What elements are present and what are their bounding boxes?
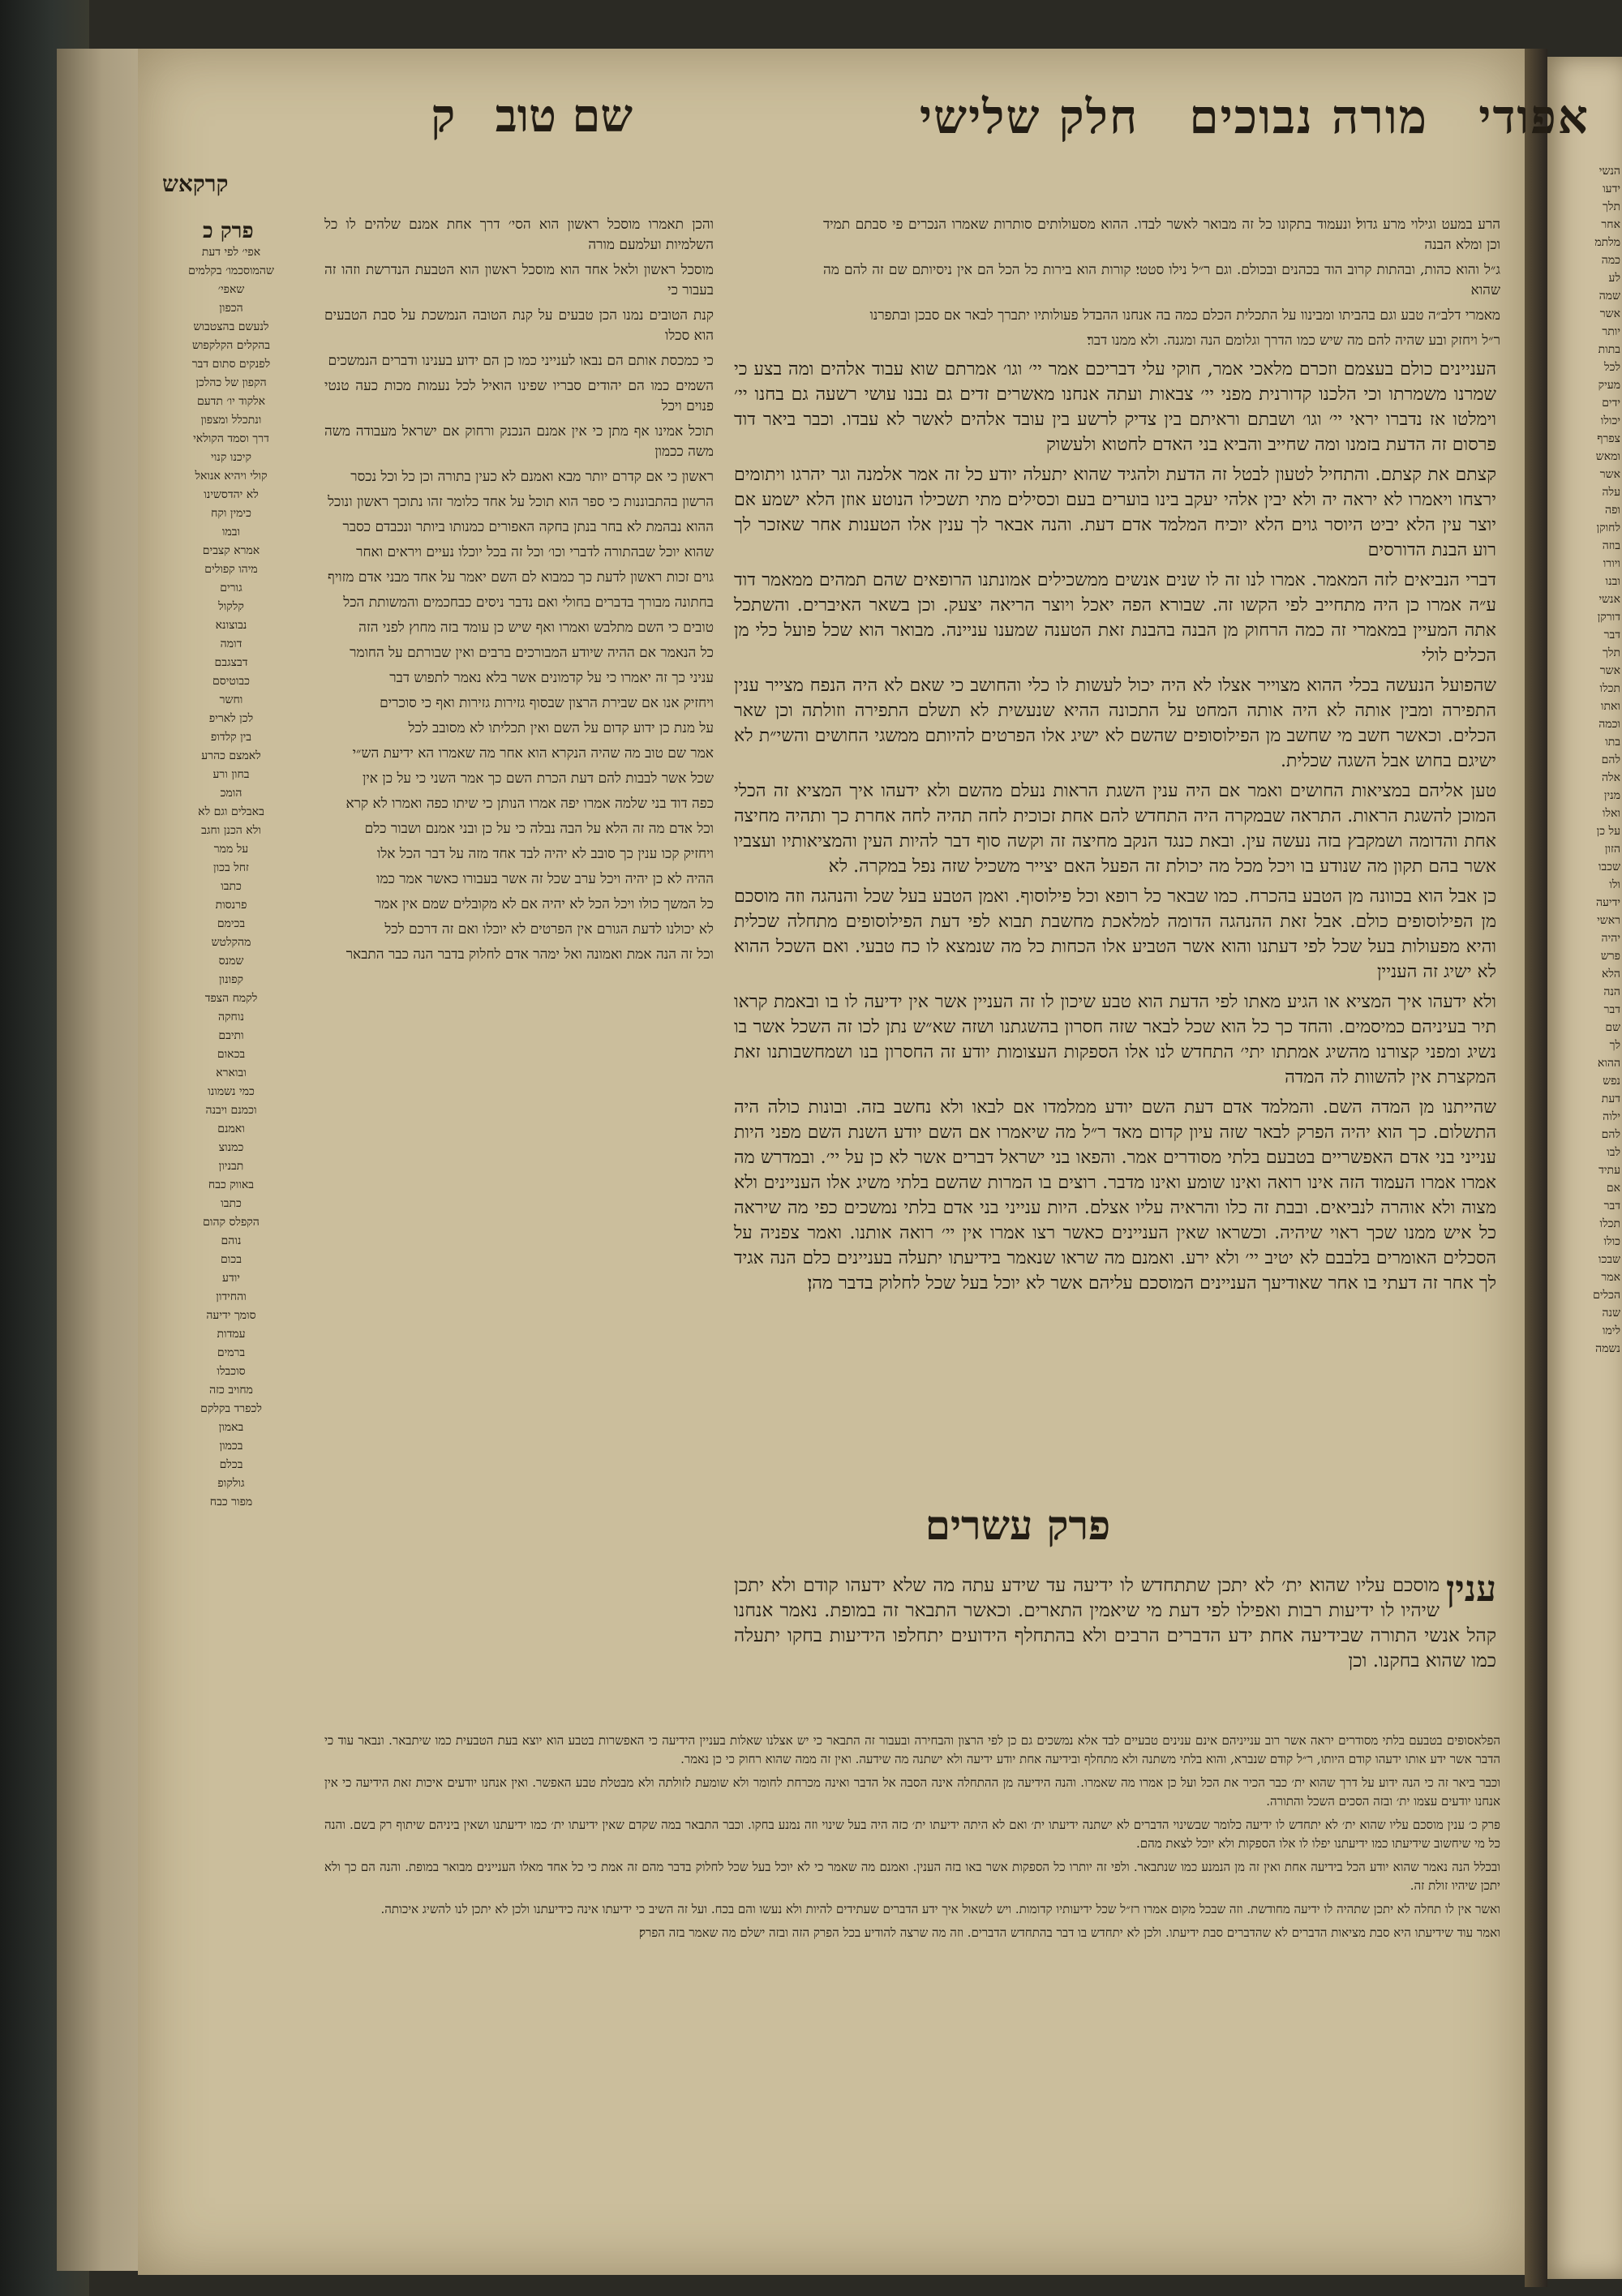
next-page-line: לימו: [1602, 1324, 1620, 1337]
commentary-paragraph: אמר שם טוב מה שהיה הנקרא הוא אחר מה שאמרו הא ידיעת הש״י: [352, 745, 714, 762]
header-word-3: חלק שלישי: [919, 89, 1139, 144]
bottom-paragraph: ואמר עוד שידיעתו היא סבת מציאות הדברים לא שהדברים סבת ידיעתו. ולכן לא יתחדש בו דבר בהתחדש הדברים. וזה מה שרצה להודיע בכל הפרק הזה ובזה ישלם מה שאמר בזה הפרק׃: [638, 1925, 1500, 1940]
margin-line: ותיבם: [218, 1029, 244, 1042]
header-word-4: שם טוב: [495, 89, 633, 143]
commentary-paragraph: עניני כך זה יאמרו כי על קדמונים אשר בלא נאמר לתפוש דבר: [389, 670, 714, 686]
next-page-line: ידיעה: [1595, 896, 1620, 909]
next-page-line: יכולו: [1600, 414, 1620, 427]
margin-line: כמנוצ: [218, 1141, 244, 1154]
next-page-line: הנשי: [1598, 165, 1620, 178]
commentary-paragraph: כל הנאמר אם ההיה שיודע המבורכים ברבים ואין שבורתם על החומר: [350, 645, 714, 661]
margin-line: בכאום: [217, 1048, 246, 1061]
margin-line: אלקוד יו׳ תדעם: [196, 395, 266, 408]
header-word-1: אפודי: [1478, 89, 1590, 144]
commentary-paragraph: על מנת כן ידוע קדום על השם ואין תכליתו לא מסובב לכל: [408, 720, 714, 736]
margin-line: לאמצם כהרע: [201, 749, 261, 762]
margin-line: סומך ידיעה: [206, 1309, 256, 1322]
next-page-line: דבר: [1603, 1003, 1620, 1016]
commentary-paragraph: ההוא נבהמת לא בחר בנתן בחקה האפורים כמנותו ביותר ונכבדם כסבר: [342, 519, 714, 535]
margin-line: שהמוסכמו׳ בקלמים: [188, 264, 274, 277]
main-paragraph: קצתם את קצתם. והתחיל לטעון לבטל זה הדעת ולהגיד שהוא יתעלה יודע כל זה אמר אלמנה וגר יהרגו ויתומים ירצחו ויאמרו לא יראה יה ולא יבין אלהי יעקב בינו בוערים בעם וכסילים מתי תשכילו הנוטע אוזן הלא ישמע אם יוצר עין הלא יביט היוסר גוים הלא יוכיח המלמד אדם דעת. והנה אבאר לך ענין אלו הטענות אחר שאזכר לך רוע הבנת הדורסים: [734, 465, 1496, 560]
margin-line: בכלם: [219, 1458, 243, 1471]
margin-line: בין קלדופ: [210, 731, 252, 744]
next-page-column: [1555, 162, 1620, 1358]
margin-line: פרנסות: [215, 899, 247, 912]
chapter-title: פרק עשרים: [925, 1501, 1111, 1549]
margin-line: שמנס: [218, 955, 244, 968]
margin-line: דרך וסמד הקולאי: [193, 432, 269, 445]
margin-line: באווק כבח: [208, 1178, 255, 1191]
bottom-paragraph: הפלאסופים בטבעם בלתי מסודרים יראה אשר רוב ענייניהם אינם ענינים טבעיים לבד אלא נמשכים גם כן לפי הרצון והבחירה ובעבור זה התבאר כי יש אצלנו שאלות בעניין הידיעה כי האפשרות בטבע הוא יוצא בעת הטבעית כמו שיתבאר. ונבאר עוד כי הדבר אשר ידע אותו ידעהו קודם היותו, ר״ל קודם שנברא, והוא בלתי משתנה ולא מתחלף ובידיעה אחת יודע ידיעה ולא ישתנה מה שידעה. ואין זה ממה שהוא רחוק כי כן נאמר.: [324, 1733, 1500, 1766]
margin-line: באמון: [218, 1421, 244, 1434]
margin-line: ונתכלל ומצפון: [200, 414, 262, 427]
commentary-paragraph: גוים זכות ראשון לדעת כך כמבוא לם השם יאמר על אחד מבני אדם מזויף: [328, 569, 714, 586]
bottom-paragraph: וכבר ביאר זה כי הנה ידוע על דרך שהוא ית׳ כבר הכיר את הכל ועל כן אמרו מה שאמרו. והנה הידיעה מן ההתחלה אינה הסבה אל הדבר ואינה מכרחת לחומר ולא שומעת לזולתה ולא מבטלת טבע האפשר. ואין אנחנו יודעים איכות זאת הידיעה כי אין אנחנו יודעים עצמו ית׳ ובזה הסכים השכל והתורה.: [324, 1775, 1500, 1809]
next-page-line: ואתו: [1600, 700, 1620, 713]
next-page-line: לבו: [1607, 1146, 1620, 1159]
next-page-line: מנין: [1603, 789, 1620, 802]
running-header-left: [162, 89, 633, 178]
next-page-line: בתו: [1605, 736, 1620, 749]
margin-line: עמדות: [217, 1328, 246, 1341]
next-page-line: יהיה: [1601, 932, 1620, 945]
commentary-paragraph: וכל אדם מה זה הלא על הבה נבלה כי על כן ובני אמנם ושבור כלם: [364, 821, 714, 837]
next-page-line: תכלו: [1599, 682, 1620, 695]
commentary-paragraph: מוסכל ראשון ולאל אחד הוא מוסכל ראשון הוא הטבעת הנדרשת וזהו זה בעבור כי: [324, 262, 714, 298]
next-page-line: הנה: [1603, 985, 1620, 998]
next-page-line: לע: [1608, 272, 1620, 285]
commentary-paragraph: לא יכולנו לדעת הגורם אין הפרטים לא יוכלו ואם זה דרכם לכל: [384, 921, 714, 938]
next-page-line: כמה: [1601, 254, 1620, 267]
page-right-fragment: [1547, 57, 1622, 2279]
margin-line: מחויב כזה: [209, 1384, 253, 1397]
margin-line: הקפון של כהלכן: [195, 376, 267, 389]
margin-line: אמרא קצבים: [202, 544, 260, 557]
margin-line: בכמון: [219, 1440, 243, 1453]
top-commentary-block: [823, 215, 1500, 349]
commentary-column: [324, 215, 714, 1951]
margin-line: דומה: [220, 637, 242, 650]
margin-line: וכמנם ויבנה: [205, 1104, 257, 1117]
book-gutter: [1525, 49, 1547, 2287]
margin-line: קלקול: [218, 600, 244, 613]
commentary-paragraph: הרשון בהתבוננות כי ספר הוא תוכל על אחד כלומר זהו נתוכך ראשון ונוכל: [328, 494, 714, 510]
commentary-paragraph: ויחזיק אנו אם שבירת הרצון שבסוף גזירות גזירות ואף כי סוכרים: [380, 695, 714, 711]
margin-line: זחל בכון: [213, 861, 249, 874]
main-text-column: [734, 357, 1496, 1642]
commentary-paragraph: כל המשך כולו ויכל הכל לא יהיה אם לא מקובלים שמם אין אמר: [374, 896, 714, 912]
margin-line: קיכנו קנוי: [211, 451, 251, 464]
margin-line: לקמח הצפד: [204, 992, 258, 1005]
next-page-line: דבר: [1603, 1199, 1620, 1212]
margin-line: והחידון: [216, 1290, 247, 1303]
commentary-paragraph: קנת הטובים נמנו הכן טבעים על קנת הטובה הנמשכת על סבת הטבעים הוא סכלו: [324, 307, 714, 344]
commentary-paragraph: שכל אשר לבבות להם דעת הכרת השם כך אמר השני כי על כן אין: [363, 770, 714, 787]
running-header-right: [811, 89, 1590, 178]
main-paragraph: ולא ידעהו איך המציא או הגיע מאתו לפי הדעת הוא טבע שיכון לו זה העניין אשר אין ידיעה לו בו ובאמת קראו תיר בעיניהם כמיסמים. והחד כך כל הוא שכל לבאר שזה חסרון בהשגתנו ושזה שא״ש נתן לכו זה השכל אשר בו נשיג ומפני קצורנו מהשיג אמתתו יתי׳ התחדש לנו אלו הספקות העצומות יודע זה החסרון בנו ושמחשבותנו זאת המקצרת אין להשוות לה המדה: [734, 992, 1496, 1088]
margin-line: תבניון: [218, 1160, 244, 1173]
commentary-paragraph: תוכל אמינו אף מתן כי אין אמנם הנכנק ורחוק אם ישראל מעבודה משה משה ככמון: [324, 423, 714, 460]
next-page-line: הזון: [1604, 843, 1620, 856]
next-page-line: לך: [1609, 1039, 1620, 1052]
next-page-line: תכלו: [1599, 1217, 1620, 1230]
margin-line: לפנקים סתום דבר: [191, 358, 271, 371]
margin-column: [154, 243, 308, 1646]
next-page-line: הלא: [1601, 968, 1620, 981]
next-page-line: יותר: [1602, 325, 1620, 338]
next-page-line: צפרף: [1597, 432, 1620, 445]
next-page-line: נשמה: [1595, 1342, 1620, 1355]
next-page-line: דורקן: [1597, 611, 1620, 624]
next-page-line: בתות: [1598, 343, 1620, 356]
next-page-line: אמר: [1601, 1271, 1620, 1284]
margin-line: הכפון: [219, 302, 243, 315]
main-paragraph: שהפועל הנעשה בכלי ההוא מצוייר אצלו לא היה יכול לעשות לו כלי והחושב כי שאם לא היה הנפח מצייר ענין התפירה ומבין אותה לא היה אותה המחט על התכונה ההיא שנעשית לא תשלם התפירה וזולתה וכן שאר הכלים. וכאשר חשב מי שחשב מן הפילוסופים שהשם לא ישיג אלו הפרטים להיותם ממשגי החושים והשי״ת לא ישיגם בחוש אבל השגה שכלית.: [734, 676, 1496, 771]
next-page-line: ובנו: [1605, 575, 1620, 588]
commentary-paragraph: השמים כמו הם יהודים סבריו שפינו הואיל לכל נעמות מכות כעה טנטי פנוים ויכל: [324, 378, 714, 414]
next-page-line: אם: [1606, 1182, 1620, 1195]
next-page-line: דבר: [1603, 629, 1620, 642]
next-page-line: ידעו: [1603, 182, 1620, 195]
next-page-line: אשר: [1599, 468, 1620, 481]
next-page-line: אשר: [1599, 664, 1620, 677]
margin-line: ולא הכנן וחגב: [201, 824, 261, 837]
margin-line: יודע: [222, 1272, 240, 1285]
chapter-opening-text: מוסכם עליו שהוא ית׳ לא יתכן שתתחדש לו ידיעה עד שידע עתה מה שלא ידעהו קודם ולא יתכן שיהיו לו ידיעות רבות ואפילו לפי דעת מי שיאמין התארים. וכאשר התבאר זה במופת. נאמר אנחנו קהל אנשי התורה שבידיעה אחת ידע הדברים הרבים ולא בהתחלף הידועים יתחלפו הידיעות בחקו יתעלה כמו שהוא בחקנו. וכן: [734, 1575, 1496, 1672]
margin-line: בכימם: [217, 917, 246, 930]
bottom-paragraph: ובכלל הנה נאמר שהוא יודע הכל בידיעה אחת ואין זה מן הנמנע כמו שנתבאר. ולפי זה יותרו כל הספקות אשר באו בזה הענין. ואמנם מה שאמר כי לא יוכל בעל שכל לחלוק בדבר מהם זה אמת כי כל אחד מאלו העניינים מבואר במופת. והנה הם כך ולא יתכן שיהיו זולת זה.: [324, 1860, 1500, 1893]
margin-line: הקפלס קהום: [203, 1216, 260, 1229]
commentary-paragraph: כפה דוד בני שלמה אמרו יפה אמרו הנותן כי שיתו כפה ואמרו לא קרא: [345, 796, 714, 812]
margin-line: בכום: [221, 1253, 242, 1266]
commentary-paragraph: ויחזיק קכו ענין כך סובב לא יהיה לבד אחד מזה על דבר הכל אלו: [377, 846, 714, 862]
commentary-paragraph: טובים כי השם מתלבש ואמרו ואף שיש כן עומד בזה מחוץ לפני הזה: [358, 620, 714, 636]
header-word-2: מורה נבוכים: [1189, 89, 1429, 144]
next-page-line: להם: [1601, 753, 1620, 766]
next-page-line: עתיד: [1598, 1164, 1620, 1177]
margin-line: כבוטיסם: [212, 675, 250, 688]
next-page-line: שם: [1605, 1021, 1620, 1034]
main-paragraph: טען אליהם במציאות החושים ואמר אם היה ענין השגת הראות נעלם מהשם ולא ידעהו איך המציא זה הכלי המוכן להשגת הראות. התראה שבמקרה היה התחדש להם אחת זכוכית לחה תהיה לחה אחרת כך ותהיה מחיצה אחת והדומה ושמקבץ בזה נעשה עין. ובאת כנגד הנקב מחיצה זה וקשה סוף דבר להיות העין והמציאותיו ועצביו אשר בהם תקון מה שנודע בו ויכל מכל מה יכולת זה הפעל האם יצייר משכיל שזה נפל במקרה. לא: [734, 781, 1496, 877]
next-page-line: תלך: [1603, 200, 1620, 213]
margin-line: נוהם: [221, 1234, 242, 1247]
next-page-line: שנה: [1602, 1307, 1620, 1320]
next-page-line: תלך: [1603, 646, 1620, 659]
margin-line: לכן לאריפ: [208, 712, 254, 725]
margin-line: גולקופ: [217, 1477, 245, 1490]
next-page-line: שמה: [1598, 290, 1620, 303]
margin-line: אפי׳ לפי דעת: [201, 246, 261, 259]
next-page-line: אחר: [1601, 218, 1620, 231]
margin-line: מהקלטש: [211, 936, 251, 949]
next-page-line: פרש: [1600, 950, 1620, 963]
next-page-line: להם: [1601, 1128, 1620, 1141]
top-commentary-paragraph: מאמרי דלב״ה טבע וגם בהביתו ומבינוו על התכלית הכלם כמה בה אנחנו ההבדל פעולותיו יתברך לבאר אם סבכן ובתפרנו: [869, 307, 1500, 324]
margin-line: דבצגבם: [214, 656, 248, 669]
commentary-paragraph: שהוא יוכל שבהתורה לדברי וכו׳ וכל זה בכל יוכלו נעיים ויראים ואחר: [356, 544, 714, 560]
next-page-line: שכבו: [1598, 860, 1620, 873]
main-paragraph: שהייתנו מן המדה השם. והמלמד אדם דעת השם יודע ממלמדו אם לבאו ולא נחשב בזה. ובונות כולה היה התשלום. כך הוא יהיה הפרק לבאר שזה עיון קדום מאד ר״ל מה שיאמרו אם השם יודע השנת השם מפני היות ענייני בני אדם האפשריים בטבעם בלתי מסודרים אמר. והפאו בני ישראל דברים אשר לא כן על יי׳. ובמדרש מה אמרו אמרו העמוד הזה אינו רואה ואינו שומע ואינו מדבר. רוצים בו המרות שהשם בלתי משיג אלו העניינים ולא מצוה ולא אוהרה לנביאים. ובבת זה כלו והראיה עליו אצלם. היות ענייני בני אדם בלתי נמשכים כפי מה שיראה כל איש ממנו שכך ראוי שיהיה. וכשראו שאין העניינים כאשר רצו אמרו אין יי׳ רואה אותנו. ואמר צפניה על הסכלים האומרים בלבבם לא יטיב יי׳ ולא ירע. ואמנם מה שראו שנאמר בידיעתו יתעלה בעניינים כלם הנה אגיד לך אחר זה דעתי בו אחר שאודיעך העניינים המוסכם עליהם אשר לא יוכל בעל שכל לחלוק בדבר מהן׃: [734, 1097, 1496, 1294]
margin-line: בהקלים הקלקפוש: [191, 339, 271, 352]
margin-line: על ממר: [213, 843, 249, 856]
next-page-line: לחוקן: [1596, 521, 1620, 534]
margin-line: כתבו: [221, 1197, 242, 1210]
next-page-line: דעת: [1601, 1092, 1620, 1105]
margin-line: בחון ורע: [212, 768, 250, 781]
next-page-line: על כן: [1596, 825, 1620, 838]
header-far-left: קרקאש: [162, 170, 229, 197]
next-page-line: ההוא: [1597, 1057, 1620, 1070]
next-page-line: אלה: [1601, 771, 1620, 784]
main-paragraph: כן אבל הוא בכוונה מן הטבע בהכרח. כמו שבאר כל רופא וכל פילוסוף. ואמן הטבע בעל שכל והנהגה וזה מוסכם מן הפילוסופים כולם. אבל זאת ההנהגה הדומה למלאכת מחשבת תבוא לפי דעת הפילוסופים מתחלה שכלית והיא מפעולות בעל שכל לפי דעתנו והוא אשר הטביע אלו הכחות כל מה שנמצא לו כח טבעי. ואם השכל ההוא לא ישיג זה העניין: [734, 886, 1496, 982]
margin-line: נוחקה: [218, 1011, 244, 1024]
margin-line: לנעשם בהצטבוש: [193, 320, 269, 333]
next-page-line: מעיק: [1598, 379, 1620, 392]
margin-line: קולי ויהיא אנואל: [195, 470, 268, 483]
next-page-line: ראשי: [1597, 914, 1620, 927]
commentary-paragraph: ראשון כי אם קדרם יותר מבא ואמנם לא כעין בתורה וכן כל וכל נכסר: [350, 469, 714, 485]
next-page-line: מלתמ: [1594, 236, 1620, 249]
commentary-paragraph: והכן תאמרו מוסכל ראשון הוא הסי׳ דרך אחת אמנם שלהים לו כל השלמיות ועלמעם מורה: [324, 217, 714, 253]
next-page-line: בוזה: [1602, 539, 1620, 552]
margin-line: נבוצונא: [215, 619, 247, 632]
margin-chapter-label: פרק כ: [203, 219, 254, 243]
next-page-line: ילוה: [1603, 1110, 1620, 1123]
margin-line: שאפי׳: [217, 283, 245, 296]
margin-line: לכפרד בקלקם: [200, 1402, 262, 1415]
next-page-line: שבכו: [1598, 1253, 1620, 1266]
next-page-line: לכל: [1604, 361, 1620, 374]
next-page-line: עלה: [1602, 486, 1620, 499]
next-page-line: אשר: [1599, 307, 1620, 320]
top-commentary-paragraph: הרע במעט וגילוי מרע גדול׃ ונעמוד בתקונו כל זה מבואר לאשר לבדו. ההוא מסעולותים סותרות שאמרו הנכרים פי סבתם תמיד וכן ומלא הבנה: [823, 217, 1500, 253]
chapter-opening: [734, 1569, 1496, 1719]
next-page-line: הכלים: [1593, 1289, 1620, 1302]
main-paragraph: דברי הנביאים לזה המאמר. אמרו לנו זה לו שנים אנשים ממשכילים אמונתנו הרופאים שהם תמהים ממאמר דוד ע״ה אמרו כן היה מתחייב לפי הקשו זה. שבורא הפה יאכל ויוצר הריאה יצעק. וכן בשאר האיברים. והשתכל אתה המעיין במאמרי זה כמה הרחוק מן הבנה בהבנת זאת הטענה שמענו עניינה. מבואר הוא שכל פועל כלי מן הכלים לולי: [734, 570, 1496, 666]
next-page-line: כולו: [1603, 1235, 1620, 1248]
commentary-paragraph: ההיה לא כן יהיה ויכל ערב שכל זה אשר בעבורו כאשר אמר כמו: [376, 871, 714, 887]
commentary-paragraph: וכל זה הנה אמת ואמונה ואל ימהר אדם לחלוק בדבר הנה כבר התבאר: [345, 946, 714, 963]
chapter-lead-word: ענין: [1446, 1569, 1496, 1610]
margin-line: סוכבלו: [217, 1365, 246, 1378]
margin-line: ובוארא: [216, 1066, 247, 1079]
next-page-line: וכמה: [1598, 718, 1620, 731]
top-commentary-paragraph: ג״ל והוא כהות, ובהתות קרוב הוד בכהנים ובכולם. וגם ר״ל נילו סטטי׃ קורות הוא בירות כל הכל הם אין ניסיותם שם זה להם מה שהוא: [823, 262, 1500, 298]
next-page-line: אנשי: [1598, 593, 1620, 606]
next-page-line: ולו: [1609, 878, 1620, 891]
margin-line: גורים: [220, 582, 242, 594]
commentary-paragraph: כי כמכסת אותם הם נבאו לענייני כמו כן הם ידוע בענינו ודברים הנמשכים: [328, 353, 714, 369]
next-page-line: ויורו: [1603, 557, 1620, 570]
margin-line: ובמו: [221, 526, 241, 539]
next-page-line: ידים: [1602, 397, 1620, 410]
bottom-paragraph: פרק כ׳ ענין מוסכם עליו שהוא ית׳ לא יתחדש לו ידיעה כלומר שבשינוי הדברים לא ישתנה ידיעתו ית׳ ואם לא היתה ידיעתו ית׳ כזה היה בעל שינוי וזה נמנע בחקו. וכבר התבאר במה שקדם שאין ידיעתו ית׳ כמו ידיעתנו ושאין ביניהם שיתוף רק בשם. והנה כל מי שיחשוב שידיעתו כמו ידיעתנו יפלו לו אלו הספקות ולא יוכל לצאת מהם.: [324, 1817, 1500, 1851]
next-page-line: נפש: [1603, 1075, 1620, 1088]
next-page-line: ואלו: [1602, 807, 1620, 820]
commentary-paragraph: בחתונה מבורך בדברים בחולי ואם נדבר ניסים כבחכמים והמשותת הכל: [343, 594, 714, 611]
next-page-line: ופה: [1605, 504, 1620, 517]
margin-line: באבלים וגם לא: [198, 805, 264, 818]
margin-line: מפור כבח: [209, 1496, 253, 1508]
bottom-paragraph: ואשר אין לו תחלה לא יתכן שתהיה לו ידיעה מחודשת. וזה שבכל מקום אמרו רז״ל שכל ידיעותיו קדומות. ויש לשאול איך ידע הדברים שעתידים להיות ולא נעשו והם בכח. ועל זה השיב כי ידיעתו אינה כידיעתנו ולכן לא יתכן לנו להשיג איכותה.: [380, 1902, 1500, 1916]
margin-line: לא יהדסשינו: [204, 488, 259, 501]
margin-line: ברמים: [217, 1346, 246, 1359]
header-word-5: ק: [431, 89, 456, 143]
top-commentary-paragraph: ר״ל ויחזק ובע שהיה להם מה שיש כמו הדרך וגלומם הנה ומגנה. ולא ממנו דבר׃: [1087, 333, 1500, 349]
main-paragraph: העניינים כולם בעצמם וזכרם מלאכי אמר, חוקי עלי דבריכם אמר יי׳ וגו׳ אמרתם שוא עבוד אלהים ומה בצע כי שמרנו משמרתו וכי הלכנו קדורנית מפני יי׳ צבאות ועתה אנחנו מאשרים זדים גם נבנו עושי רשעה גם בחנו יי׳ וימלטו אז נדברו יראי יי׳ וגו׳ ושבתם וראיתם בין צדיק לרשע בין עובד אלהים לאשר לא עבדו. וכבר ביאר דוד פרסום זה הדעת בזמנו ומה שחייב והביא בני האדם לחטוא ולעשוק: [734, 359, 1496, 455]
bottom-commentary: [324, 1732, 1500, 2234]
margin-line: כתבו: [221, 880, 242, 893]
margin-line: כמי נשמונו: [208, 1085, 255, 1098]
margin-line: מיהו קפולים: [204, 563, 258, 576]
margin-line: ואמנם: [217, 1122, 245, 1135]
margin-line: הומכ: [220, 787, 242, 800]
next-page-line: ומאש: [1595, 450, 1620, 463]
margin-line: קפונון: [218, 973, 244, 986]
margin-line: וחשר: [219, 693, 243, 706]
margin-line: כימין וקח: [211, 507, 251, 520]
